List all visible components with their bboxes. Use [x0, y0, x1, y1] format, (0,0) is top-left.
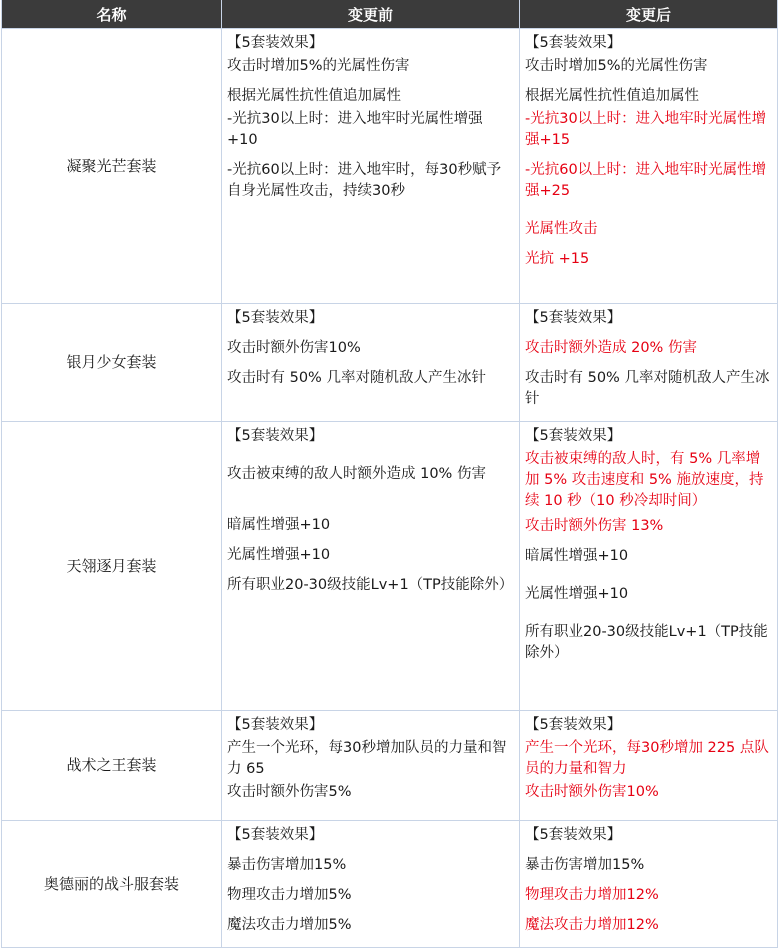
effect-line: 暴击伤害增加15% [525, 857, 645, 873]
before-cell [222, 29, 520, 304]
set-name: 银月少女套装 [2, 304, 222, 422]
table-row [2, 29, 778, 304]
changed-effect-line: 产生一个光环，每30秒增加 225 点队员的力量和智力 [525, 740, 769, 777]
header-before: 变更前 [222, 0, 520, 29]
changed-effect-line: -光抗60以上时：进入地牢时光属性增强+25 [525, 162, 767, 199]
effect-line: 根据光属性抗性值追加属性 [227, 88, 401, 104]
effect-line: 魔法攻击力增加5% [227, 917, 352, 933]
before-cell [222, 711, 520, 821]
changed-effect-line: 光抗 +15 [525, 251, 590, 267]
effect-line: -光抗30以上时：进入地牢时光属性增强+10 [227, 111, 483, 148]
effect-line: 暴击伤害增加15% [227, 857, 347, 873]
before-cell [222, 422, 520, 711]
set-name: 天翎逐月套装 [2, 422, 222, 711]
effect-line: 【5套装效果】 [227, 717, 324, 733]
header-name: 名称 [2, 0, 222, 29]
table-row [2, 422, 778, 711]
effect-line: 所有职业20-30级技能Lv+1（TP技能除外） [227, 577, 514, 593]
effect-line: 所有职业20-30级技能Lv+1（TP技能除外） [525, 624, 768, 661]
changed-effect-line: 攻击时额外伤害10% [525, 784, 659, 800]
effect-line: 【5套装效果】 [525, 827, 622, 843]
effect-line: 暗属性增强+10 [227, 517, 331, 533]
set-name: 凝聚光芒套装 [2, 29, 222, 304]
effect-line: 光属性增强+10 [525, 586, 629, 602]
effect-line: 【5套装效果】 [525, 428, 622, 444]
changed-effect-line: 攻击时额外造成 20% 伤害 [525, 340, 697, 356]
table-row [2, 304, 778, 422]
set-change-table [1, 0, 778, 948]
effect-line: 攻击时额外伤害5% [227, 784, 352, 800]
changed-effect-line: 光属性攻击 [525, 221, 598, 237]
changed-effect-line: 魔法攻击力增加12% [525, 917, 659, 933]
after-cell [520, 821, 778, 948]
after-cell [520, 711, 778, 821]
set-name: 战术之王套装 [2, 711, 222, 821]
after-cell [520, 304, 778, 422]
effect-line: 攻击时增加5%的光属性伤害 [525, 58, 708, 74]
before-cell [222, 821, 520, 948]
after-cell [520, 29, 778, 304]
changed-effect-line: -光抗30以上时：进入地牢时光属性增强+15 [525, 111, 767, 148]
after-cell [520, 422, 778, 711]
changed-effect-line: 物理攻击力增加12% [525, 887, 659, 903]
effect-line: 根据光属性抗性值追加属性 [525, 88, 699, 104]
effect-line: 【5套装效果】 [227, 35, 324, 51]
effect-line: 攻击时增加5%的光属性伤害 [227, 58, 410, 74]
effect-line: 产生一个光环，每30秒增加队员的力量和智力 65 [227, 740, 507, 777]
effect-line: 【5套装效果】 [525, 35, 622, 51]
table-row [2, 821, 778, 948]
changed-effect-line: 攻击时额外伤害 13% [525, 518, 664, 534]
header-after: 变更后 [520, 0, 778, 29]
table-row [2, 711, 778, 821]
changed-effect-line: 攻击被束缚的敌人时，有 5% 几率增加 5% 攻击速度和 5% 施放速度，持续 10 秒（10 秒冷却时间） [525, 451, 764, 509]
effect-line: 攻击时额外伤害10% [227, 340, 361, 356]
effect-line: -光抗60以上时：进入地牢时，每30秒赋予自身光属性攻击，持续30秒 [227, 162, 502, 199]
effect-line: 【5套装效果】 [227, 827, 324, 843]
effect-line: 攻击被束缚的敌人时额外造成 10% 伤害 [227, 466, 486, 482]
effect-line: 【5套装效果】 [525, 717, 622, 733]
effect-line: 【5套装效果】 [525, 310, 622, 326]
effect-line: 物理攻击力增加5% [227, 887, 352, 903]
effect-line: 光属性增强+10 [227, 547, 331, 563]
effect-line: 攻击时有 50% 几率对随机敌人产生冰针 [227, 370, 486, 386]
table-header-row [2, 0, 778, 29]
effect-line: 【5套装效果】 [227, 310, 324, 326]
effect-line: 暗属性增强+10 [525, 548, 629, 564]
before-cell [222, 304, 520, 422]
set-name: 奥德丽的战斗服套装 [2, 821, 222, 948]
effect-line: 【5套装效果】 [227, 428, 324, 444]
effect-line: 攻击时有 50% 几率对随机敌人产生冰针 [525, 370, 770, 407]
